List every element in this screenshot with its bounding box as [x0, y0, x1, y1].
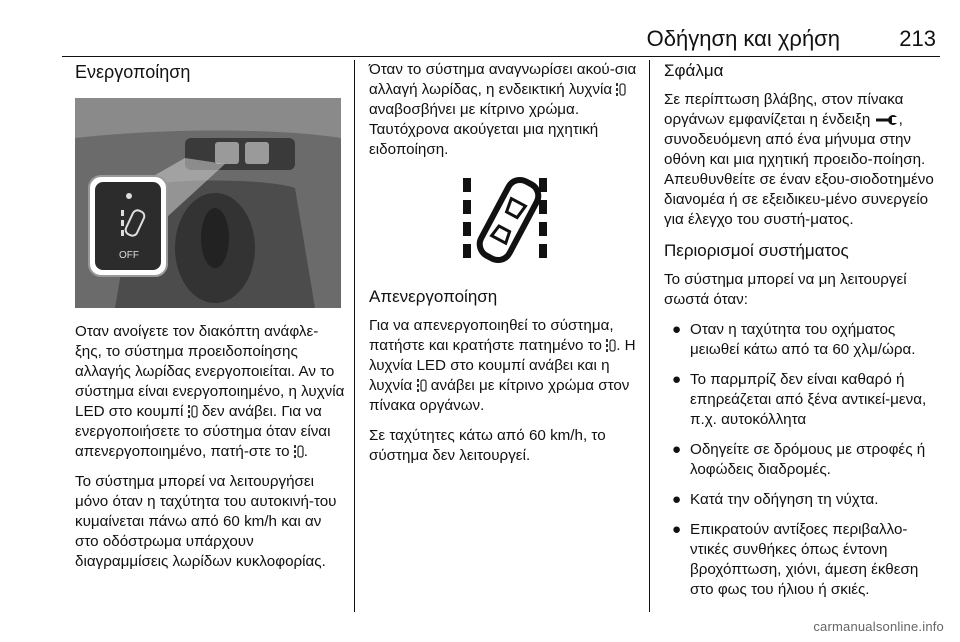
wrench-icon: [875, 110, 899, 130]
paragraph: Το σύστημα μπορεί να λειτουργήσει μόνο όταν η ταχύτητα του αυτοκινή-του κυμαίνεται πάνω από 60 km/h και αν στο οδόστρωμα υπάρχουν διαγραμμίσεις λωρίδων κυκλοφορίας.: [75, 473, 337, 570]
paragraph: Όταν το σύστημα αναγνωρίσει ακού-σια αλλαγή λωρίδας, η ενδεικτική λυχνία αναβοσβήνει με κίτρινο χρώμα. Ταυτόχρονα ακούγεται μια ηχητική ειδοποίηση.: [369, 61, 637, 158]
column-divider: [649, 60, 650, 612]
list-item: ● Επικρατούν αντίξοες περιβαλλο-ντικές συνθήκες όπως έντονη βροχόπτωση, χιόνι, άμεση έκθεση στο φως του ήλιου ή σκιές.: [672, 521, 919, 598]
lane-departure-icon: [606, 336, 616, 356]
list-item: ● Κατά την οδήγηση τη νύχτα.: [672, 491, 879, 508]
column-3: [664, 60, 934, 610]
list-item: ● Το παρμπρίζ δεν είναι καθαρό ή επηρεάζεται από ξένα αντικεί-μενα, π.χ. αυτοκόλλητα: [672, 371, 927, 428]
column-divider: [354, 60, 355, 612]
lane-departure-icon: [294, 442, 304, 462]
paragraph: Το σύστημα μπορεί να μη λειτουργεί σωστά όταν:: [664, 271, 907, 308]
heading-limitations: Περιορισμοί συστήματος: [664, 241, 849, 260]
console-photo: [75, 98, 341, 308]
watermark: carmanualsonline.info: [813, 619, 944, 634]
list-item: ● Οταν η ταχύτητα του οχήματος μειωθεί κάτω από τα 60 χλμ/ώρα.: [672, 321, 916, 358]
heading-deactivation: Απενεργοποίηση: [369, 287, 498, 306]
page-number: 213: [899, 26, 936, 51]
lane-departure-icon: [417, 376, 427, 396]
list-item: ● Οδηγείτε σε δρόμους με στροφές ή λοφώδεις διαδρομές.: [672, 441, 926, 478]
paragraph: Οταν ανοίγετε τον διακόπτη ανάφλε-ξης, το σύστημα προειδοποίησης αλλαγής λωρίδας ενεργοποιείται. Αν το σύστημα είναι ενεργοποιημένο, η λυχνία LED στο κουμπί δεν ανάβει. Για να ενεργοποιήσετε το σύστημα όταν είναι απενεργοποιημένο, πατή-στε το .: [75, 323, 345, 460]
section-title: Οδήγηση και χρήση: [646, 26, 840, 51]
off-label: OFF: [119, 250, 139, 261]
page-header: [0, 0, 960, 58]
lane-departure-icon: [616, 80, 626, 100]
limitations-list: [664, 320, 934, 600]
column-2: [369, 60, 639, 476]
paragraph: Σε ταχύτητες κάτω από 60 km/h, το σύστημα δεν λειτουργεί.: [369, 427, 606, 464]
header-rule: [62, 56, 940, 57]
heading-activation: Ενεργοποίηση: [75, 62, 191, 82]
heading-fault: Σφάλμα: [664, 61, 724, 80]
lane-departure-symbol: [369, 170, 635, 270]
lane-departure-icon: [188, 402, 198, 422]
paragraph: Σε περίπτωση βλάβης, στον πίνακα οργάνων εμφανίζεται η ένδειξη , συνοδευόμενη από ένα μήνυμα στην οθόνη και μια ηχητική προειδο-ποίηση. Απευθυνθείτε σε έναν εξου-σιοδοτημένο διανομέα ή σε εξειδικευ-μένο συνεργείο για έλεγχο του συστή-ματος.: [664, 91, 934, 228]
column-1: [75, 60, 345, 582]
paragraph: Για να απενεργοποιηθεί το σύστημα, πατήστε και κρατήστε πατημένο το . Η λυχνία LED στο κουμπί ανάβει και η λυχνία ανάβει με κίτρινο χρώμα στον πίνακα οργάνων.: [369, 317, 636, 414]
